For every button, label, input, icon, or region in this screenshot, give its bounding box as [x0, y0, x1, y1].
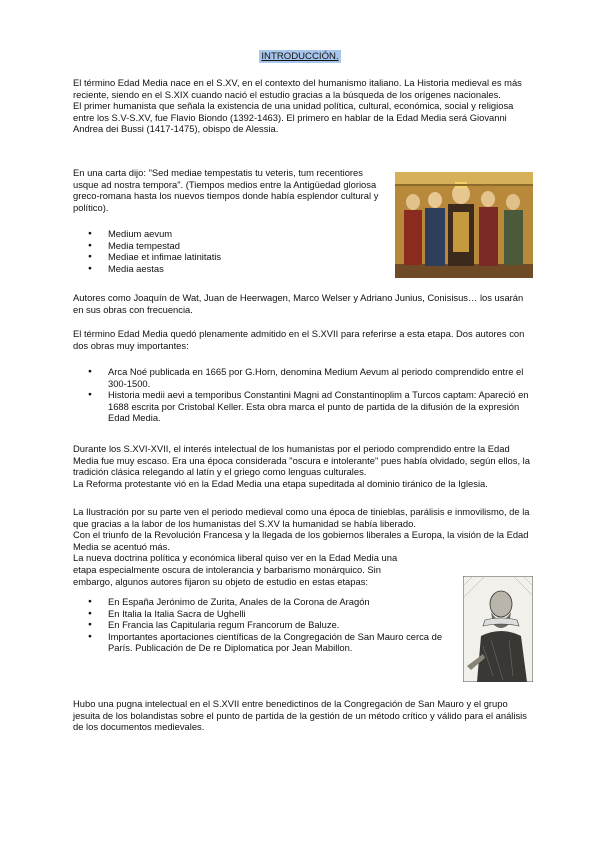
- list-works: [73, 366, 535, 424]
- title-text: INTRODUCCIÓN.: [261, 51, 339, 62]
- paragraph-text: Durante los S.XVI-XVII, el interés intelectual de los humanistas por el periodo comprendido entre la Edad Media fue muy escaso. Era una época considerada "oscura e intolerante" pues había olvidado, según ellos, la tradición clásica relegando al latín y el griego como lenguas culturales.: [73, 443, 530, 478]
- list-item: ● Importantes aportaciones científicas de la Congregación de San Mauro cerca de París. Publicación de De re Diplomatica por Jean Mabillon.: [73, 631, 455, 654]
- paragraph-text: La Ilustración por su parte ven el periodo medieval como una época de tinieblas, parálisis e inmovilismo, de la que gracias a la labor de los humanistas del S.XV la humanidad se había liberado.: [73, 506, 530, 529]
- engraving-portrait-image: [463, 576, 533, 682]
- paragraph-letter: [73, 167, 391, 213]
- paragraph-humanists: [73, 443, 535, 489]
- paragraph-text: Autores como Joaquín de Wat, Juan de Heerwagen, Marco Welser y Adriano Junius, Conisisus… los usarán en sus obras con frecuencia.: [73, 292, 524, 315]
- list-item: ● Mediae et infimae latinitatis: [73, 251, 373, 263]
- document-title: [0, 50, 600, 63]
- list-item: ● Media aestas: [73, 263, 373, 275]
- paragraph-text: El término Edad Media quedó plenamente admitido en el S.XVII para referirse a esta etapa. Dos autores con dos obras muy importantes:: [73, 328, 525, 351]
- paragraph-text: Hubo una pugna intelectual en el S.XVII entre benedictinos de la Congregación de San Mauro y el grupo jesuita de los bolandistas sobre el punto de partida de la gestión de un método crítico y válido para el análisis de los documentos medievales.: [73, 698, 527, 733]
- paragraph-dispute: [73, 698, 535, 733]
- list-item: ● En Italia la Italia Sacra de Ughelli: [73, 608, 455, 620]
- paragraph-text: La Reforma protestante vió en la Edad Media una etapa supeditada al dominio tiránico de la Iglesia.: [73, 477, 488, 489]
- list-item: ● Historia medii aevi a temporibus Constantini Magni ad Constantinoplim a Turcos captam: Apareció en 1688 escrita por Cristobal Keller. Esta obra marca el punto de partida de la difusión de la expresión Edad Media.: [73, 389, 535, 424]
- list-item: ● Media tempestad: [73, 240, 373, 252]
- list-item: ● Medium aevum: [73, 228, 373, 240]
- paragraph-origins: [73, 77, 535, 135]
- paragraph-text: En una carta dijo: "Sed mediae tempestatis tu veteris, tum recentiores usque ad nostra tempora". (Tiempos medios entre la Antigüedad gloriosa greco-romana hasta los nuevos tiempos donde había esplendor cultural y político).: [73, 167, 379, 213]
- paragraph-text: El primer humanista que señala la existencia de una unidad política, cultural, económica, social y religiosa entre los S.V-S.XV, fue Flavio Biondo (1392-1463). El primero en hablar de la Edad Media será Giovanni Andrea dei Bussi (1417-1475), obispo de Alessia.: [73, 100, 514, 135]
- paragraph-text: La nueva doctrina política y económica liberal quiso ver en la Edad Media una etapa especialmente oscura de intolerancia y barbarismo monárquico. Sin embargo, algunos autores fijaron su objeto de estudio en estas etapas:: [73, 552, 398, 587]
- paragraph-xvii: [73, 328, 535, 351]
- list-item: ● En España Jerónimo de Zurita, Anales de la Corona de Aragón: [73, 596, 455, 608]
- paragraph-enlightenment: [73, 506, 535, 587]
- paragraph-authors: [73, 292, 535, 315]
- list-studies: [73, 596, 455, 654]
- paragraph-text: Con el triunfo de la Revolución Francesa y la llegada de los gobiernos liberales a Europa, la visión de la Edad Media se acentuó más.: [73, 529, 529, 552]
- list-item: ● Arca Noé publicada en 1665 por G.Horn, denomina Medium Aevum al periodo comprendido entre el 300-1500.: [73, 366, 535, 389]
- paragraph-text: El término Edad Media nace en el S.XV, en el contexto del humanismo italiano. La Historia medieval es más reciente, siendo en el S.XIX cuando nació el estudio gracias a la búsqueda de los orígenes nacionales.: [73, 77, 522, 100]
- list-terms: [73, 228, 373, 274]
- list-item: ● En Francia las Capitularia regum Francorum de Baluze.: [73, 619, 455, 631]
- byzantine-mosaic-image: [395, 172, 533, 278]
